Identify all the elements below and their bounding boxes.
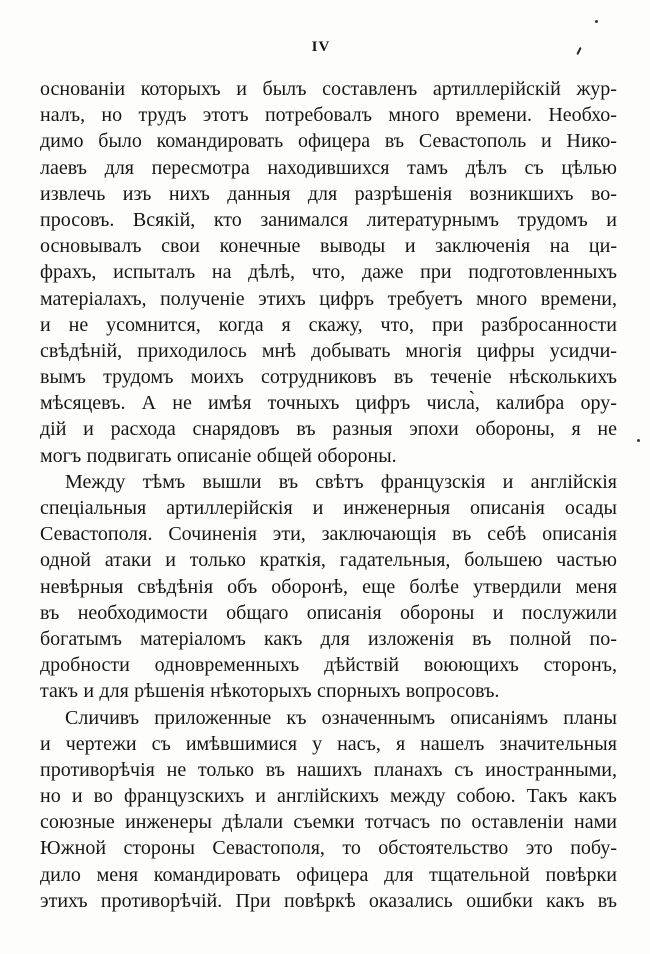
- word: полученіе: [160, 287, 245, 310]
- word: атаки: [104, 549, 152, 572]
- text-line: [40, 416, 617, 442]
- word: какъ: [263, 627, 303, 650]
- word: и: [40, 732, 51, 755]
- word: между: [390, 785, 446, 808]
- word: оставленіи: [471, 811, 564, 834]
- word: въ: [40, 601, 60, 624]
- word: послужили: [521, 601, 617, 624]
- word: къ: [286, 706, 307, 729]
- word: Всякій,: [132, 208, 196, 231]
- word: матеріалахъ,: [40, 287, 147, 310]
- text-line: [40, 338, 617, 364]
- word: и: [83, 418, 94, 441]
- word: побу-: [570, 837, 617, 860]
- text-line: [40, 181, 617, 207]
- text-line: [40, 705, 617, 731]
- word: много: [476, 287, 528, 310]
- word: и: [492, 601, 504, 624]
- word: теченіе: [430, 366, 492, 389]
- word: командировать: [153, 863, 281, 886]
- word: времени,: [540, 287, 617, 310]
- word: артиллерійскія: [166, 497, 293, 519]
- word: свѣдѣнія: [137, 575, 214, 598]
- word: цифры: [476, 339, 535, 362]
- text-body: [40, 76, 617, 914]
- word: одной: [40, 549, 92, 572]
- word: основаніи: [40, 78, 126, 100]
- text-line: [40, 469, 617, 495]
- word: для: [104, 156, 134, 179]
- word: приходилось: [137, 339, 247, 362]
- word: имѣя: [208, 392, 252, 415]
- word: описаніе: [176, 444, 252, 467]
- word: Сличивъ: [65, 706, 140, 729]
- word: обороны.: [317, 444, 397, 467]
- word: разрѣшенія: [354, 182, 453, 205]
- word: заключающія: [321, 523, 437, 546]
- word: При: [235, 889, 271, 912]
- word: въ: [384, 130, 405, 153]
- word: испыталъ: [113, 261, 196, 284]
- word: я: [571, 418, 581, 441]
- text-line: [40, 102, 617, 128]
- word: утвердили: [473, 575, 562, 598]
- word: въ: [278, 470, 299, 493]
- word: свѣтъ: [315, 470, 364, 493]
- word: этихъ: [258, 287, 306, 310]
- word: дило: [40, 863, 81, 886]
- word: описанія: [542, 523, 617, 546]
- word: мнѣ: [261, 339, 297, 362]
- word: дѣлѣ,: [248, 261, 296, 284]
- word: матеріаломъ: [140, 627, 246, 650]
- word: разныя: [332, 418, 393, 441]
- word: вопросовъ.: [405, 680, 500, 703]
- word: въ: [597, 889, 617, 912]
- text-line: [40, 862, 617, 888]
- word: инженерныя: [343, 497, 451, 519]
- word: многія: [405, 339, 462, 362]
- word: вышли: [202, 470, 262, 493]
- word: нихъ: [168, 182, 210, 205]
- word: спеціальныя: [40, 497, 147, 519]
- word: спорныхъ: [317, 680, 401, 703]
- word: означеннымъ: [321, 706, 436, 729]
- word: цѣлью: [561, 156, 617, 179]
- text-line: [40, 809, 617, 835]
- word: добывать: [311, 339, 391, 362]
- word: нѣкоторыхъ: [210, 680, 312, 703]
- word: этотъ: [202, 104, 249, 127]
- word: одновременныхъ: [154, 654, 300, 677]
- word: артиллерійскій: [432, 78, 561, 100]
- word: инженеры: [125, 811, 212, 834]
- word: дѣлъ: [465, 156, 507, 179]
- word: обороны: [400, 601, 475, 624]
- word: обороны,: [475, 418, 555, 441]
- word: было: [98, 130, 142, 153]
- word: описаніямъ: [450, 706, 549, 729]
- word: стороны: [123, 837, 195, 860]
- word: и: [71, 785, 83, 808]
- text-line: [40, 495, 617, 521]
- word: лаевъ: [40, 156, 88, 179]
- word: тщательной: [429, 863, 530, 886]
- text-line: [40, 835, 617, 861]
- word: когда: [218, 313, 264, 336]
- word: англійскія: [530, 470, 617, 493]
- word: командировать: [156, 130, 284, 153]
- word: дій: [40, 418, 67, 441]
- word: у: [312, 732, 323, 755]
- word: могъ: [40, 444, 82, 467]
- word: рѣшенія: [134, 680, 205, 703]
- text-line: [40, 443, 617, 469]
- word: калибра: [496, 392, 565, 415]
- word: общей: [256, 444, 312, 467]
- word: по: [440, 811, 462, 834]
- word: въ: [452, 523, 472, 546]
- word: А: [141, 392, 157, 415]
- word: для: [384, 863, 414, 886]
- word: тотчасъ: [364, 811, 431, 834]
- text-line: [40, 128, 617, 154]
- word: при: [420, 261, 452, 284]
- word: цифръ: [355, 392, 411, 415]
- word: объ: [227, 575, 258, 598]
- word: потребовалъ: [264, 104, 372, 127]
- word: дѣлали: [222, 811, 284, 834]
- word: для: [307, 182, 338, 205]
- word: и: [502, 470, 514, 493]
- word: разбросанности: [481, 313, 617, 336]
- text-line: [40, 207, 617, 233]
- word: планахъ: [373, 758, 443, 781]
- word: не: [597, 418, 617, 441]
- word: имѣвшимися: [185, 732, 298, 755]
- word: изложенія: [367, 627, 454, 650]
- word: дѣйствій: [324, 654, 400, 677]
- text-line: [40, 574, 617, 600]
- word: только: [189, 549, 246, 572]
- word: офицера: [298, 130, 371, 153]
- text-line: [40, 783, 617, 809]
- word: дробности: [40, 654, 130, 677]
- word: тѣмъ: [142, 470, 186, 493]
- word: изъ: [122, 182, 152, 205]
- word: нашелъ: [420, 732, 485, 755]
- word: значительныя: [499, 732, 617, 755]
- word: трудомъ: [103, 366, 174, 389]
- word: такъ: [40, 680, 78, 703]
- word: занимался: [260, 208, 349, 231]
- text-line: [40, 233, 617, 259]
- word: невѣрныя: [40, 575, 124, 598]
- word: Между: [65, 470, 126, 493]
- word: эти,: [272, 523, 306, 546]
- word: цифръ: [319, 287, 375, 310]
- word: болѣе: [409, 575, 460, 598]
- text-line: [40, 600, 617, 626]
- word: въ: [393, 366, 414, 389]
- word: оборонѣ,: [271, 575, 349, 598]
- text-line: [40, 521, 617, 547]
- word: и: [40, 313, 51, 336]
- word: усомнится,: [106, 313, 201, 336]
- word: общаго: [226, 601, 289, 624]
- text-line: [40, 652, 617, 678]
- word: трудъ: [138, 104, 187, 127]
- word: моихъ: [190, 366, 244, 389]
- word: еще: [362, 575, 396, 598]
- word: въ: [472, 627, 492, 650]
- word: англійскихъ: [277, 785, 379, 808]
- text-line: [40, 678, 617, 704]
- word: и: [165, 549, 176, 572]
- word: Севастополя.: [40, 523, 153, 546]
- word: союзные: [40, 811, 115, 834]
- word: и: [312, 497, 324, 519]
- word: и: [541, 130, 552, 153]
- word: я: [281, 313, 291, 336]
- word: я: [395, 732, 406, 755]
- word: подготовленныхъ: [468, 261, 617, 284]
- word: налъ,: [40, 104, 86, 127]
- word: кто: [213, 208, 242, 231]
- word: снарядовъ: [192, 418, 280, 441]
- word: пересмотра: [151, 156, 250, 179]
- word: приложенные: [154, 706, 272, 729]
- word: усидчи-: [549, 339, 617, 362]
- text-line: [40, 76, 617, 102]
- word: нѣсколькихъ: [508, 366, 617, 389]
- word: просовъ.: [40, 208, 115, 231]
- text-line: [40, 364, 617, 390]
- scan-speck: [595, 20, 598, 23]
- word: нашихъ: [296, 758, 362, 781]
- word: точныхъ: [267, 392, 340, 415]
- word: для: [320, 627, 350, 650]
- word: не: [68, 313, 89, 336]
- word: Необхо-: [548, 104, 617, 127]
- word: Севастополя,: [212, 837, 325, 860]
- word: свѣдѣній,: [40, 339, 123, 362]
- scan-speck: [637, 439, 640, 442]
- word: не: [166, 758, 187, 781]
- word: но: [40, 785, 61, 808]
- word: даже: [361, 261, 404, 284]
- word: противорѣчія: [40, 758, 155, 781]
- word: какъ: [578, 785, 617, 808]
- word: времени.: [455, 104, 532, 127]
- text-line: [40, 155, 617, 181]
- word: на: [211, 261, 232, 284]
- word: фрахъ,: [40, 261, 97, 284]
- word: иностранными,: [485, 758, 617, 781]
- text-line: [40, 757, 617, 783]
- word: по-: [589, 627, 617, 650]
- word: находившихся: [267, 156, 390, 179]
- word: заключенія: [435, 235, 531, 258]
- word: повѣрки: [545, 863, 617, 886]
- word: трудомъ: [517, 208, 588, 231]
- word: въ: [296, 418, 316, 441]
- text-line: [40, 731, 617, 757]
- word: эпохи: [409, 418, 459, 441]
- word: съемки: [293, 811, 355, 834]
- word: подвигать: [86, 444, 172, 467]
- word: требуетъ: [387, 287, 463, 310]
- word: ору-: [580, 392, 617, 415]
- word: полной: [509, 627, 572, 650]
- word: это: [525, 837, 553, 860]
- word: ци-: [588, 235, 617, 258]
- word: осады: [564, 497, 617, 519]
- word: во-: [590, 182, 617, 205]
- word: офицера: [296, 863, 369, 886]
- word: планы: [563, 706, 617, 729]
- text-line: [40, 312, 617, 338]
- word: основывалъ: [40, 235, 142, 258]
- word: расхода: [110, 418, 176, 441]
- text-line: [40, 888, 617, 914]
- word: на: [549, 235, 570, 258]
- word: только: [197, 758, 254, 781]
- word: Сочиненія: [168, 523, 257, 546]
- word: жур-: [576, 78, 617, 100]
- word: сторонъ,: [543, 654, 617, 677]
- word: что,: [380, 313, 415, 336]
- word: и: [83, 680, 95, 703]
- word: французскія: [380, 470, 486, 493]
- word: оказались: [368, 889, 453, 912]
- word: конечные: [219, 235, 301, 258]
- word: что,: [311, 261, 346, 284]
- word: при: [431, 313, 464, 336]
- word: краткія,: [259, 549, 326, 572]
- word: литературнымъ: [366, 208, 499, 231]
- word: для: [99, 680, 129, 703]
- page-number: IV: [311, 39, 331, 55]
- word: вымъ: [40, 366, 86, 389]
- word: много: [388, 104, 440, 127]
- word: скажу,: [308, 313, 363, 336]
- text-line: [40, 547, 617, 573]
- word: возникшихъ: [469, 182, 574, 205]
- word: богатымъ: [40, 627, 122, 650]
- word: Южной: [40, 837, 107, 860]
- word: и: [404, 235, 416, 258]
- word: частью: [556, 549, 617, 572]
- word: Севастополь: [418, 130, 527, 153]
- word: какъ: [546, 889, 585, 912]
- word: выводы: [320, 235, 386, 258]
- word: димо: [40, 130, 84, 153]
- word: ошибки: [466, 889, 533, 912]
- word: въ: [265, 758, 285, 781]
- text-line: [40, 259, 617, 285]
- word: во: [93, 785, 113, 808]
- word: извлечь: [40, 182, 106, 205]
- word: этихъ: [40, 889, 88, 912]
- word: не: [172, 392, 192, 415]
- text-line: [40, 286, 617, 312]
- word: необходимости: [77, 601, 208, 624]
- word: сотрудниковъ: [260, 366, 377, 389]
- word: то: [342, 837, 361, 860]
- word: но: [101, 104, 123, 127]
- word: съ: [454, 758, 474, 781]
- word: которыхъ: [140, 78, 221, 100]
- text-line: [40, 390, 617, 416]
- word: и: [236, 78, 247, 100]
- word: и: [255, 785, 266, 808]
- word: собою.: [456, 785, 516, 808]
- text-line: [40, 626, 617, 652]
- word: числа̀,: [426, 392, 480, 415]
- word: данныя: [227, 182, 291, 205]
- word: тамъ: [407, 156, 448, 179]
- word: большею: [464, 549, 543, 572]
- word: свои: [161, 235, 200, 258]
- word: гадательныя,: [339, 549, 451, 572]
- word: противорѣчій.: [100, 889, 223, 912]
- word: французскихъ: [124, 785, 245, 808]
- word: Такъ: [526, 785, 568, 808]
- word: былъ: [262, 78, 307, 100]
- word: воюющихъ: [423, 654, 519, 677]
- word: себѣ: [487, 523, 527, 546]
- word: меня: [575, 575, 617, 598]
- word: съ: [151, 732, 171, 755]
- word: и: [606, 208, 617, 231]
- word: меня: [96, 863, 139, 886]
- word: описанія: [470, 497, 545, 519]
- word: описанія: [306, 601, 382, 624]
- word: обстоятельство: [378, 837, 509, 860]
- word: мѣсяцевъ.: [40, 392, 126, 415]
- word: повѣркѣ: [283, 889, 356, 912]
- word: насъ,: [337, 732, 381, 755]
- word: чертежи: [65, 732, 137, 755]
- word: нами: [574, 811, 617, 834]
- word: Нико-: [566, 130, 617, 153]
- word: съ: [524, 156, 544, 179]
- word: составленъ: [322, 78, 418, 100]
